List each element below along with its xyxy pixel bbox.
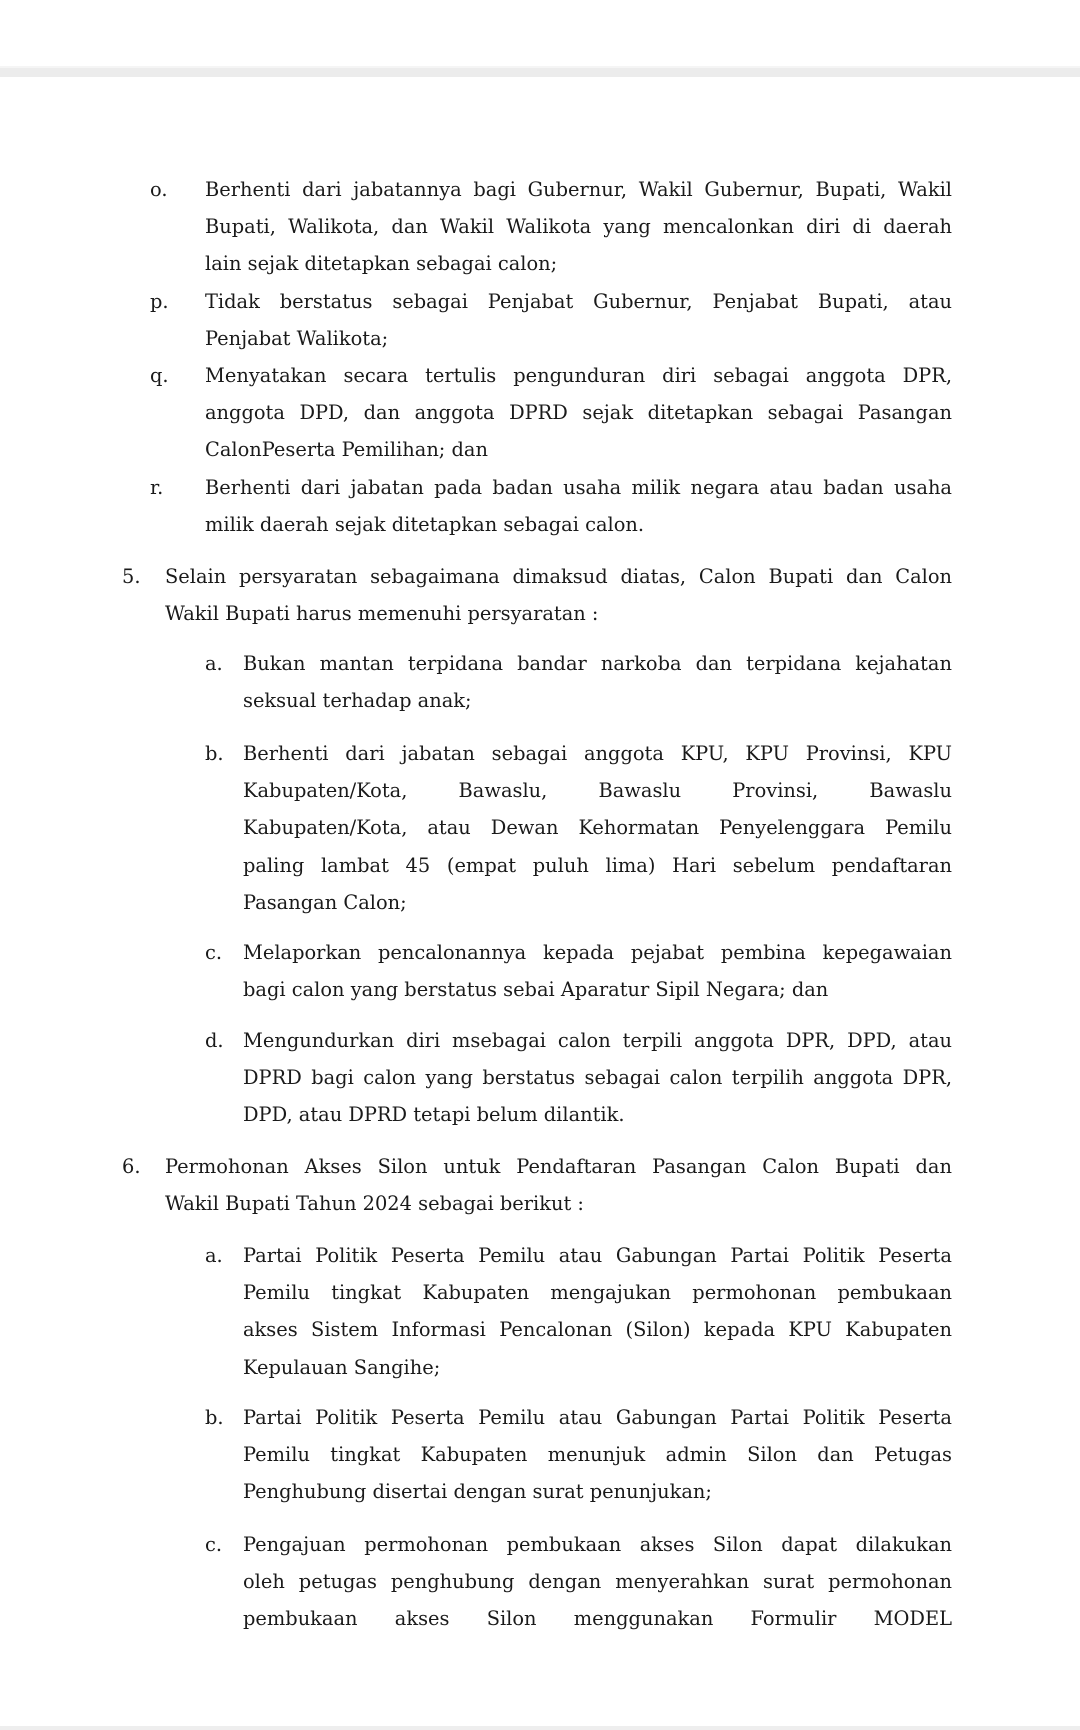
text-line: Kabupaten/Kota, atau Dewan Kehormatan Penyelenggara Pemilu (243, 816, 952, 840)
text-line: paling lambat 45 (empat puluh lima) Hari sebelum pendaftaran (243, 853, 952, 877)
item-q (205, 357, 952, 469)
text-line: Wakil Bupati harus memenuhi persyaratan : (165, 602, 599, 626)
sub-item-label-5a: a. (205, 652, 223, 675)
text-line: Pemilu tingkat Kabupaten mengajukan permohonan pembukaan (243, 1281, 952, 1305)
item-label-o: o. (150, 178, 168, 201)
text-line: Bupati, Walikota, dan Wakil Walikota yang mencalonkan diri di daerah (205, 215, 952, 239)
text-line: Permohonan Akses Silon untuk Pendaftaran Pasangan Calon Bupati dan (165, 1155, 952, 1178)
sub-item-5c (243, 934, 952, 1008)
text-line: Pasangan Calon; (243, 890, 407, 914)
text-line: Penghubung disertai dengan surat penunjukan; (243, 1480, 712, 1504)
text-line: CalonPeserta Pemilihan; dan (205, 438, 488, 462)
sub-item-6c (243, 1526, 952, 1638)
text-line: milik daerah sejak ditetapkan sebagai calon. (205, 513, 645, 537)
text-line: akses Sistem Informasi Pencalonan (Silon) kepada KPU Kabupaten (243, 1318, 952, 1342)
sub-item-label-5c: c. (205, 941, 223, 964)
text-line: bagi calon yang berstatus sebai Aparatur Sipil Negara; dan (243, 978, 829, 1002)
item-r (205, 469, 952, 543)
item-o (205, 171, 952, 283)
text-line: Berhenti dari jabatan sebagai anggota KPU, KPU Provinsi, KPU (243, 742, 952, 765)
page-separator-bottom (0, 1726, 1080, 1730)
text-line: lain sejak ditetapkan sebagai calon; (205, 252, 558, 276)
text-line: DPRD bagi calon yang berstatus sebagai calon terpilih anggota DPR, (243, 1066, 952, 1090)
text-line: Selain persyaratan sebagaimana dimaksud diatas, Calon Bupati dan Calon (165, 565, 952, 588)
sub-item-5a (243, 645, 952, 719)
text-line: Partai Politik Peserta Pemilu atau Gabungan Partai Politik Peserta (243, 1406, 952, 1429)
text-line: Bukan mantan terpidana bandar narkoba dan terpidana kejahatan (243, 652, 952, 675)
text-line: Penjabat Walikota; (205, 327, 389, 351)
sub-item-label-6c: c. (205, 1533, 223, 1556)
item-label-r: r. (150, 476, 164, 499)
text-line: Menyatakan secara tertulis pengunduran diri sebagai anggota DPR, (205, 364, 952, 387)
section-number-5: 5. (122, 565, 141, 588)
text-line: Pemilu tingkat Kabupaten menunjuk admin Silon dan Petugas (243, 1443, 952, 1467)
text-line: Wakil Bupati Tahun 2024 sebagai berikut : (165, 1192, 584, 1216)
text-line: Tidak berstatus sebagai Penjabat Gubernur, Penjabat Bupati, atau (205, 290, 952, 313)
text-line: Kepulauan Sangihe; (243, 1355, 441, 1379)
text-line: seksual terhadap anak; (243, 689, 472, 713)
item-label-p: p. (150, 290, 169, 313)
sub-item-6b (243, 1399, 952, 1511)
text-line: Berhenti dari jabatannya bagi Gubernur, Wakil Gubernur, Bupati, Wakil (205, 178, 952, 201)
text-line: Kabupaten/Kota, Bawaslu, Bawaslu Provinsi, Bawaslu (243, 779, 952, 803)
section-number-6: 6. (122, 1155, 141, 1178)
text-line: Berhenti dari jabatan pada badan usaha milik negara atau badan usaha (205, 476, 952, 499)
sub-item-5b (243, 735, 952, 921)
sub-item-label-6b: b. (205, 1406, 224, 1429)
page-separator-top (0, 68, 1080, 77)
section-6 (165, 1148, 952, 1222)
text-line: oleh petugas penghubung dengan menyerahkan surat permohonan (243, 1570, 952, 1594)
section-5 (165, 558, 952, 632)
text-line: Mengundurkan diri msebagai calon terpili anggota DPR, DPD, atau (243, 1029, 952, 1052)
sub-item-label-6a: a. (205, 1244, 223, 1267)
item-p (205, 283, 952, 357)
sub-item-6a (243, 1237, 952, 1386)
text-line: Partai Politik Peserta Pemilu atau Gabungan Partai Politik Peserta (243, 1244, 952, 1267)
text-line: Pengajuan permohonan pembukaan akses Silon dapat dilakukan (243, 1533, 952, 1556)
text-line: DPD, atau DPRD tetapi belum dilantik. (243, 1103, 625, 1127)
item-label-q: q. (150, 364, 169, 387)
sub-item-label-5b: b. (205, 742, 224, 765)
sub-item-5d (243, 1022, 952, 1134)
sub-item-label-5d: d. (205, 1029, 224, 1052)
text-line: anggota DPD, dan anggota DPRD sejak ditetapkan sebagai Pasangan (205, 401, 952, 425)
text-line: pembukaan akses Silon menggunakan Formulir MODEL (243, 1607, 952, 1631)
text-line: Melaporkan pencalonannya kepada pejabat pembina kepegawaian (243, 941, 952, 964)
